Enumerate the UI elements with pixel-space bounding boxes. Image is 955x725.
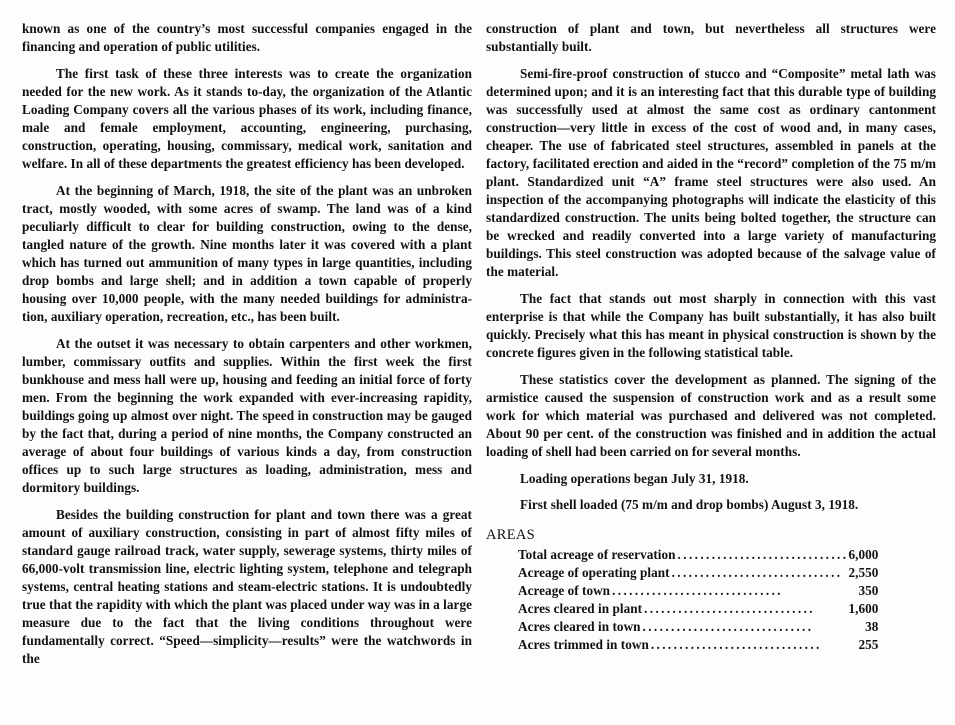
row-value: 350 xyxy=(858,583,879,598)
row-label: Total acreage of reservation xyxy=(518,547,676,562)
right-column xyxy=(486,20,936,654)
row-label: Acres cleared in plant xyxy=(518,601,643,616)
paragraph: known as one of the country’s most successful companies engaged in the financing and operation of public utilities. xyxy=(22,21,472,54)
paragraph: Semi-fire-proof construction of stucco and “Composite” metal lath was determined upon; and it is an interesting fact that this durable type of building was successfully used at almost the same cost as ordinary cantonment construction—very little in excess of the cost of wood and, in many cases, cheaper. The use of fabricated steel structures, assembled in panels at the factory, facilitated erection and aided in the “record” completion of the 75 m/m plant. Standardized unit “A” frame steel structures were also used. An inspection of the accompanying photographs will indicate the elasticity of this standardized construction. The units being bolted together, the structure can be wrecked and readily converted into a large variety of manufacturing buildings. This steel construction was adopted because of the salvage value of the material. xyxy=(486,66,936,279)
row-value: 255 xyxy=(858,637,879,652)
row-label: Acreage of operating plant xyxy=(518,565,670,580)
table-row xyxy=(518,636,878,654)
paragraph: These statistics cover the development as planned. The signing of the armistice caused the suspension of construction work and as a result some work for which material was purchased and delivered was not completed. About 90 per cent. of the construction was finished and in addition the actual loading of shell had been carried on for several months. xyxy=(486,372,936,459)
table-row xyxy=(518,582,878,600)
paragraph: The first task of these three interests was to create the organization needed for the new work. As it stands to-day, the organization of the Atlantic Loading Company covers all the various phases of its work, including finance, male and female employment, accounting, engineering, purchasing, construction, operating, housing, commissary, medical work, sanitation and welfare. In all of these departments the greatest efficiency has been developed. xyxy=(22,66,472,171)
paragraph: At the beginning of March, 1918, the site of the plant was an unbroken tract, mostly wooded, with some acres of swamp. The land was of a kind peculiarly difficult to clear for building construction, owing to the dense, tangled nature of the growth. Nine months later it was covered with a plant which has turned out ammunition of many types in large quantities, including drop bombs and large shell; and in addition a town capable of properly housing over 10,000 people, with the many needed buildings for administration, auxiliary operation, recreation, etc., has been built. xyxy=(22,183,472,324)
row-value: 1,600 xyxy=(848,601,879,616)
dot-leader: .............................. xyxy=(650,637,822,652)
dot-leader: .............................. xyxy=(642,619,814,634)
dot-leader: .............................. xyxy=(671,565,843,580)
row-value: 38 xyxy=(865,619,879,634)
paragraph: Besides the building construction for plant and town there was a great amount of auxiliary construction, consisting in part of almost fifty miles of standard gauge railroad track, water supply, sewerage systems, thirty miles of 66,000-volt transmission line, electric lighting system, telephone and telegraph systems, central heating stations and steam-electric stations. It is undoubtedly true that the rapidity with which the plant was placed under way was in a large measure due to the fact that the living conditions throughout were fundamentally correct. “Speed—simplicity—results” were the watchwords in the xyxy=(22,507,472,666)
row-value: 2,550 xyxy=(848,565,879,580)
dot-leader: .............................. xyxy=(677,547,849,562)
dot-leader: .............................. xyxy=(612,583,783,598)
paragraph: The fact that stands out most sharply in connection with this vast enterprise is that while the Company has built substantially, it has also built quickly. Precisely what this has meant in physical construction is shown by the concrete figures given in the following statistical table. xyxy=(486,291,936,360)
row-label: Acres cleared in town xyxy=(518,619,641,634)
row-label: Acres trimmed in town xyxy=(518,637,649,652)
table-row xyxy=(518,600,878,618)
left-column xyxy=(22,20,472,677)
row-label: Acreage of town xyxy=(518,583,611,598)
areas-heading: AREAS xyxy=(486,527,536,543)
table-row xyxy=(518,618,878,636)
table-row xyxy=(518,546,878,564)
table-row xyxy=(518,564,878,582)
areas-table xyxy=(518,546,878,654)
row-value: 6,000 xyxy=(848,547,879,562)
paragraph: construction of plant and town, but nevertheless all structures were substantially built. xyxy=(486,21,936,54)
loading-operations-note: Loading operations began July 31, 1918. xyxy=(520,471,749,486)
paragraph: At the outset it was necessary to obtain carpenters and other workmen, lumber, commissary outfits and supplies. Within the first week the first bunkhouse and mess hall were up, housing and feeding an initial force of forty men. From the beginning the work expanded with ever-increasing rapidity, buildings going up almost over night. The speed in construction may be gauged by the fact that, during a period of nine months, the Company constructed an average of about four buildings of various kinds a day, from construction offices up to such large structures as loading, administration, mess and dormitory buildings. xyxy=(22,336,472,495)
dot-leader: .............................. xyxy=(644,601,815,616)
first-shell-note: First shell loaded (75 m/m and drop bombs) August 3, 1918. xyxy=(520,497,859,512)
